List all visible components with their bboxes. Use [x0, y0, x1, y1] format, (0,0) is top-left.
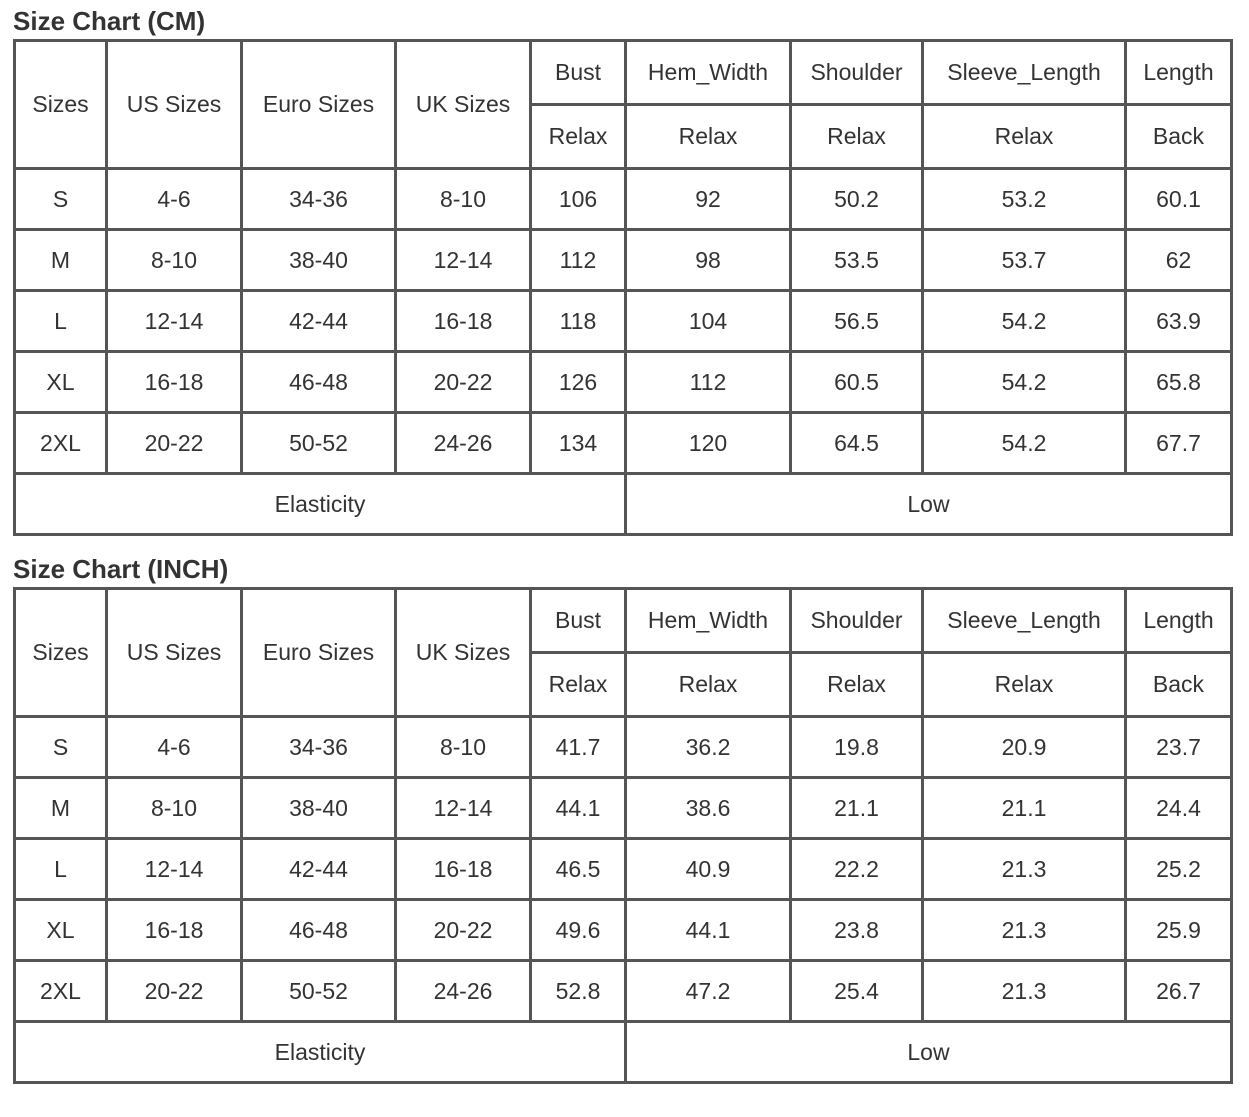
- measure-header: Length: [1127, 42, 1233, 106]
- table-cell: 47.2: [627, 962, 792, 1023]
- table-cell: M: [16, 231, 108, 292]
- table-cell: 42-44: [243, 840, 397, 901]
- elasticity-label: Elasticity: [16, 475, 627, 536]
- measure-header: Sleeve_Length: [924, 590, 1127, 654]
- table-cell: 118: [532, 292, 627, 353]
- table-cell: 53.7: [924, 231, 1127, 292]
- table-cell: 26.7: [1127, 962, 1233, 1023]
- table-cell: 25.9: [1127, 901, 1233, 962]
- measure-header: Bust: [532, 42, 627, 106]
- table-cell: 54.2: [924, 292, 1127, 353]
- table-cell: 56.5: [792, 292, 924, 353]
- elasticity-value: Low: [627, 1023, 1233, 1084]
- table-cell: 38-40: [243, 231, 397, 292]
- table-cell: 98: [627, 231, 792, 292]
- measure-subheader: Relax: [924, 106, 1127, 170]
- table-cell: 24-26: [397, 962, 532, 1023]
- table-cell: 21.1: [924, 779, 1127, 840]
- table-row: [16, 414, 1233, 475]
- table-cell: 16-18: [108, 353, 243, 414]
- table-cell: 53.5: [792, 231, 924, 292]
- elasticity-row: [16, 475, 1233, 536]
- table-cell: 21.1: [792, 779, 924, 840]
- table-cell: 46.5: [532, 840, 627, 901]
- table-cell: 53.2: [924, 170, 1127, 231]
- table-cell: S: [16, 170, 108, 231]
- table-cell: 60.1: [1127, 170, 1233, 231]
- table-cell: 41.7: [532, 718, 627, 779]
- table-cell: 21.3: [924, 840, 1127, 901]
- table-cell: 19.8: [792, 718, 924, 779]
- table-cell: XL: [16, 353, 108, 414]
- table-cell: 2XL: [16, 962, 108, 1023]
- table-cell: 21.3: [924, 901, 1127, 962]
- table-cell: 25.4: [792, 962, 924, 1023]
- column-header: US Sizes: [108, 42, 243, 170]
- column-header: US Sizes: [108, 590, 243, 718]
- table-cell: 4-6: [108, 170, 243, 231]
- table-cell: 8-10: [108, 231, 243, 292]
- elasticity-label: Elasticity: [16, 1023, 627, 1084]
- column-header: UK Sizes: [397, 42, 532, 170]
- column-header: Sizes: [16, 590, 108, 718]
- table-row: [16, 718, 1233, 779]
- table-cell: XL: [16, 901, 108, 962]
- table-row: [16, 170, 1233, 231]
- table-cell: 44.1: [532, 779, 627, 840]
- table-row: [16, 353, 1233, 414]
- table-cell: 62: [1127, 231, 1233, 292]
- table-cell: 65.8: [1127, 353, 1233, 414]
- table-cell: 54.2: [924, 353, 1127, 414]
- elasticity-row: [16, 1023, 1233, 1084]
- table-cell: 23.7: [1127, 718, 1233, 779]
- table-cell: 120: [627, 414, 792, 475]
- table-cell: 49.6: [532, 901, 627, 962]
- measure-header: Shoulder: [792, 590, 924, 654]
- table-cell: 20-22: [397, 353, 532, 414]
- table-cell: 20-22: [397, 901, 532, 962]
- table-cell: 104: [627, 292, 792, 353]
- measure-subheader: Relax: [532, 654, 627, 718]
- table-cell: 54.2: [924, 414, 1127, 475]
- table-cell: 50-52: [243, 962, 397, 1023]
- size-chart-inch-table: [13, 587, 1233, 1084]
- measure-header: Length: [1127, 590, 1233, 654]
- table-cell: 42-44: [243, 292, 397, 353]
- table-cell: 63.9: [1127, 292, 1233, 353]
- table-cell: 2XL: [16, 414, 108, 475]
- table-cell: 16-18: [397, 292, 532, 353]
- size-chart-cm-title: Size Chart (CM): [13, 6, 206, 36]
- table-cell: 16-18: [397, 840, 532, 901]
- table-row: [16, 962, 1233, 1023]
- size-chart-cm-table: [13, 39, 1233, 536]
- column-header: Sizes: [16, 42, 108, 170]
- table-cell: 20-22: [108, 414, 243, 475]
- column-header: UK Sizes: [397, 590, 532, 718]
- header-row: [16, 42, 1233, 106]
- table-cell: 20.9: [924, 718, 1127, 779]
- table-cell: 44.1: [627, 901, 792, 962]
- table-row: [16, 779, 1233, 840]
- table-cell: 34-36: [243, 170, 397, 231]
- table-cell: 52.8: [532, 962, 627, 1023]
- measure-header: Shoulder: [792, 42, 924, 106]
- table-cell: 23.8: [792, 901, 924, 962]
- size-chart-inch-title: Size Chart (INCH): [13, 554, 229, 584]
- table-cell: 134: [532, 414, 627, 475]
- table-cell: 38-40: [243, 779, 397, 840]
- table-cell: 126: [532, 353, 627, 414]
- table-cell: 20-22: [108, 962, 243, 1023]
- measure-header: Hem_Width: [627, 590, 792, 654]
- table-row: [16, 901, 1233, 962]
- table-cell: 12-14: [397, 779, 532, 840]
- table-cell: 112: [532, 231, 627, 292]
- table-cell: 60.5: [792, 353, 924, 414]
- table-cell: 46-48: [243, 353, 397, 414]
- table-cell: 50-52: [243, 414, 397, 475]
- measure-subheader: Back: [1127, 654, 1233, 718]
- measure-header: Hem_Width: [627, 42, 792, 106]
- measure-subheader: Relax: [627, 654, 792, 718]
- column-header: Euro Sizes: [243, 590, 397, 718]
- table-cell: L: [16, 292, 108, 353]
- table-cell: 64.5: [792, 414, 924, 475]
- table-cell: 16-18: [108, 901, 243, 962]
- table-cell: 92: [627, 170, 792, 231]
- table-cell: 50.2: [792, 170, 924, 231]
- table-cell: M: [16, 779, 108, 840]
- table-cell: 22.2: [792, 840, 924, 901]
- table-cell: 40.9: [627, 840, 792, 901]
- measure-subheader: Back: [1127, 106, 1233, 170]
- table-row: [16, 840, 1233, 901]
- table-cell: 8-10: [397, 718, 532, 779]
- table-cell: 12-14: [108, 292, 243, 353]
- table-cell: 8-10: [108, 779, 243, 840]
- table-cell: 4-6: [108, 718, 243, 779]
- measure-header: Sleeve_Length: [924, 42, 1127, 106]
- table-cell: 25.2: [1127, 840, 1233, 901]
- table-cell: 67.7: [1127, 414, 1233, 475]
- table-cell: 112: [627, 353, 792, 414]
- table-cell: 46-48: [243, 901, 397, 962]
- table-cell: 21.3: [924, 962, 1127, 1023]
- elasticity-value: Low: [627, 475, 1233, 536]
- table-cell: 12-14: [397, 231, 532, 292]
- table-cell: L: [16, 840, 108, 901]
- measure-subheader: Relax: [792, 106, 924, 170]
- table-cell: 106: [532, 170, 627, 231]
- table-cell: 34-36: [243, 718, 397, 779]
- table-cell: 24-26: [397, 414, 532, 475]
- measure-subheader: Relax: [792, 654, 924, 718]
- measure-subheader: Relax: [627, 106, 792, 170]
- table-cell: 8-10: [397, 170, 532, 231]
- table-cell: 36.2: [627, 718, 792, 779]
- table-row: [16, 231, 1233, 292]
- table-row: [16, 292, 1233, 353]
- header-row: [16, 590, 1233, 654]
- measure-subheader: Relax: [532, 106, 627, 170]
- table-cell: 38.6: [627, 779, 792, 840]
- table-cell: 12-14: [108, 840, 243, 901]
- table-cell: S: [16, 718, 108, 779]
- measure-header: Bust: [532, 590, 627, 654]
- measure-subheader: Relax: [924, 654, 1127, 718]
- table-cell: 24.4: [1127, 779, 1233, 840]
- column-header: Euro Sizes: [243, 42, 397, 170]
